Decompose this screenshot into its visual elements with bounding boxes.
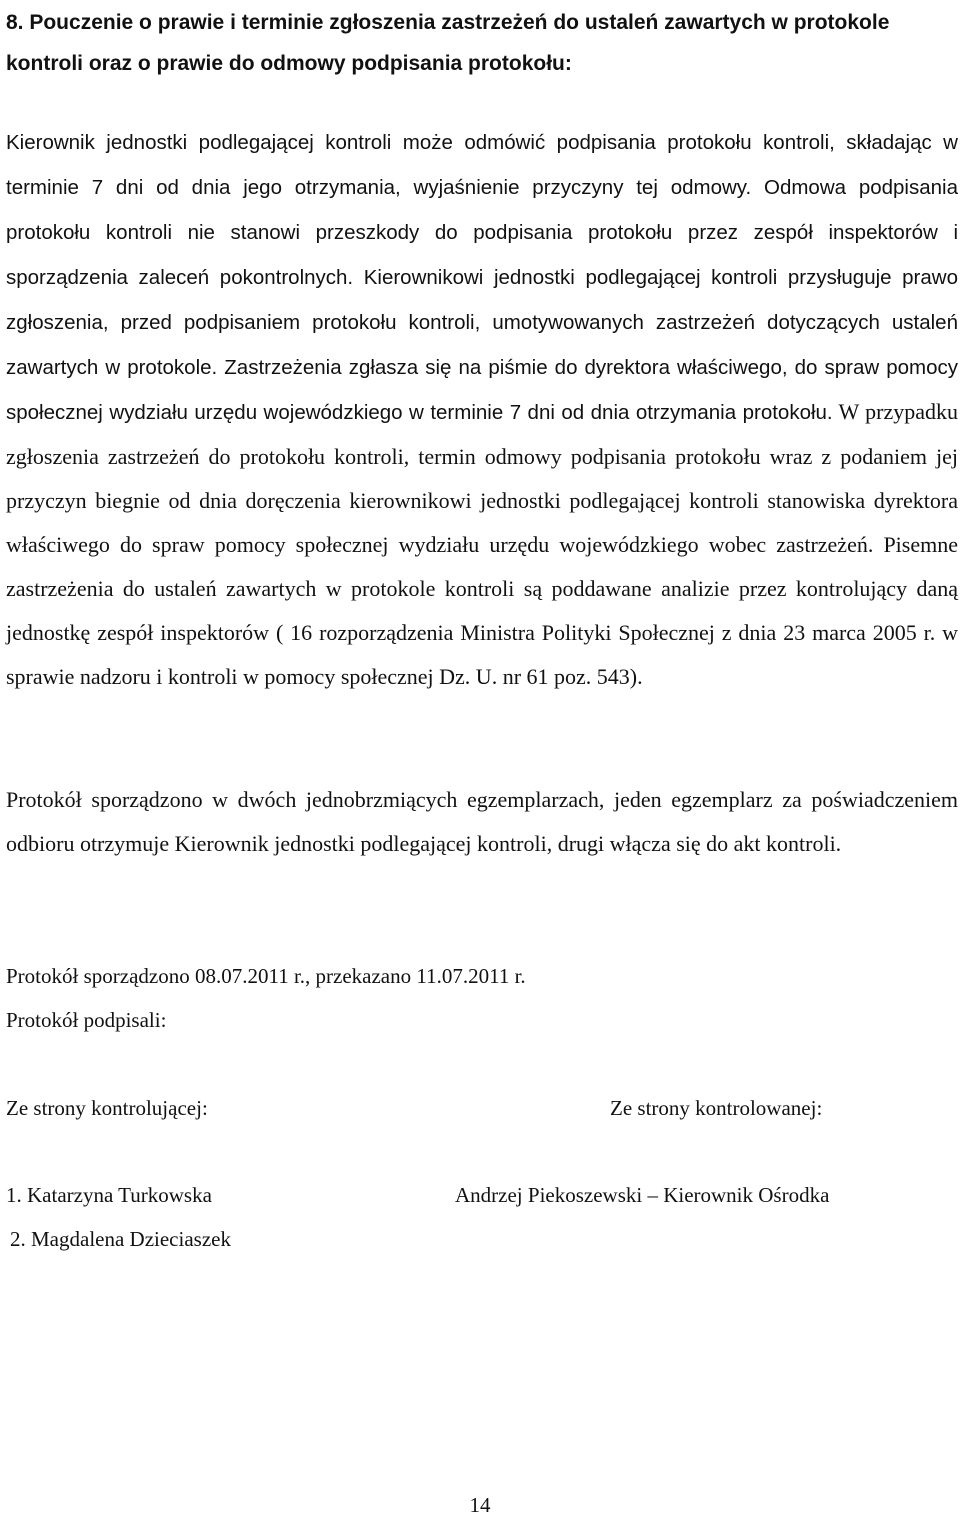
- objection-rules-paragraph: [6, 120, 958, 699]
- inspector-2-name: 2. Magdalena Dzieciaszek: [10, 1227, 231, 1251]
- inspected-label: Ze strony kontrolowanej:: [610, 1096, 823, 1120]
- copies-paragraph: Protokół sporządzono w dwóch jednobrzmiących egzemplarzach, jeden egzemplarz za poświadczeniem odbioru otrzymuje Kierownik jednostki podlegającej kontroli, drugi włącza się do akt kontroli.: [6, 787, 958, 856]
- inspected-person-name: Andrzej Piekoszewski – Kierownik Ośrodka: [455, 1183, 830, 1207]
- objection-deadline-text: W przypadku zgłoszenia zastrzeżeń do protokołu kontroli, termin odmowy podpisania protokołu wraz z podaniem jej przyczyn biegnie od dnia doręczenia kierownikowi jednostki podlegającej kontroli stanowiska dyrektora właściwego do spraw pomocy społecznej wydziału urzędu wojewódzkiego wobec zastrzeżeń. Pisemne zastrzeżenia do ustaleń zawartych w protokole kontroli są poddawane analizie przez kontrolujący daną jednostkę zespół inspektorów ( 16 rozporządzenia Ministra Polityki Społecznej z dnia 23 marca 2005 r. w sprawie nadzoru i kontroli w pomocy społecznej Dz. U. nr 61 poz. 543).: [6, 399, 958, 689]
- inspector-1-name: 1. Katarzyna Turkowska: [6, 1183, 212, 1207]
- signed-label: Protokół podpisali:: [6, 1008, 167, 1032]
- section-heading: 8. Pouczenie o prawie i terminie zgłoszenia zastrzeżeń do ustaleń zawartych w protokole kontroli oraz o prawie do odmowy podpisania protokołu:: [6, 11, 890, 75]
- inspectors-label: Ze strony kontrolującej:: [6, 1096, 208, 1120]
- protocol-dates: Protokół sporządzono 08.07.2011 r., przekazano 11.07.2011 r.: [6, 964, 526, 988]
- page-number: 14: [469, 1493, 491, 1517]
- objection-rules-text: Kierownik jednostki podlegającej kontroli może odmówić podpisania protokołu kontroli, składając w terminie 7 dni od dnia jego otrzymania, wyjaśnienie przyczyny tej odmowy. Odmowa podpisania protokołu kontroli nie stanowi przeszkody do podpisania protokołu przez zespół inspektorów i sporządzenia zaleceń pokontrolnych. Kierownikowi jednostki podlegającej kontroli przysługuje prawo zgłoszenia, przed podpisaniem protokołu kontroli, umotywowanych zastrzeżeń dotyczących ustaleń zawartych w protokole. Zastrzeżenia zgłasza się na piśmie do dyrektora właściwego, do spraw pomocy społecznej wydziału urzędu wojewódzkiego w terminie 7 dni od dnia otrzymania protokołu.: [6, 131, 958, 424]
